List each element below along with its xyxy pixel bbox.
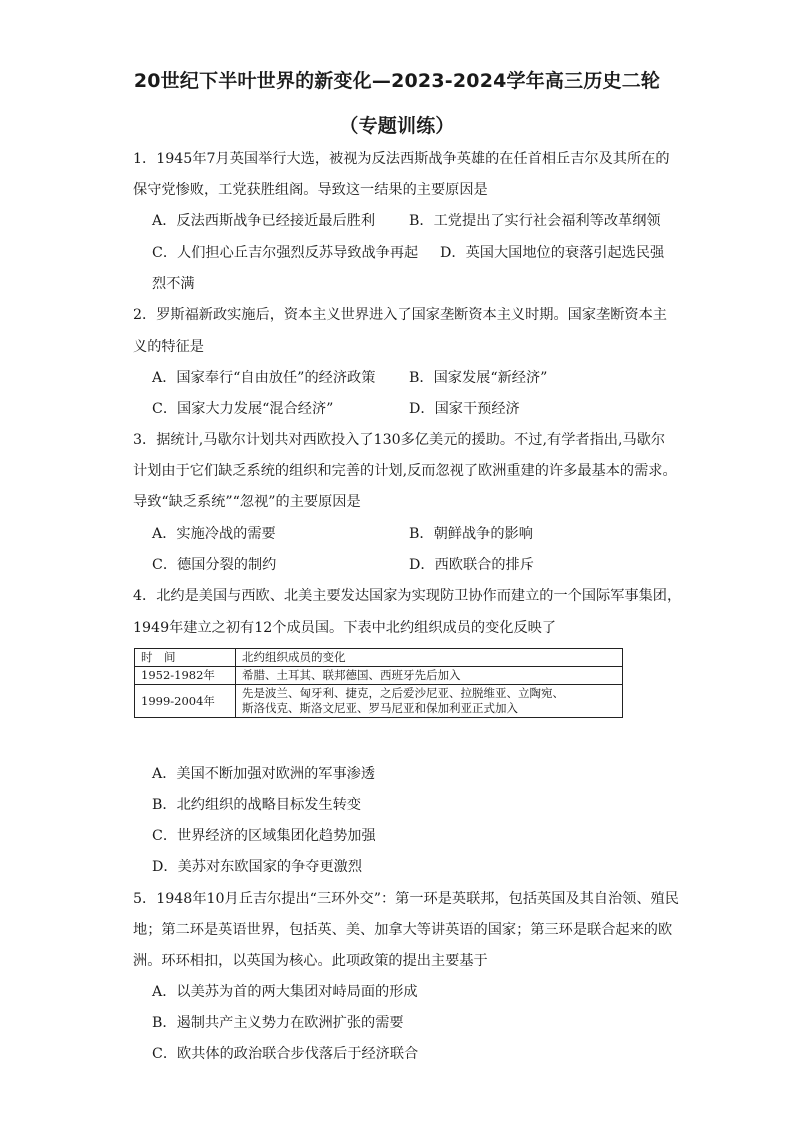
q3-stem-line2: 计划由于它们缺乏系统的组织和完善的计划,反而忽视了欧洲重建的许多最基本的需求。	[133, 463, 677, 479]
q4-option-b: B．北约组织的战略目标发生转变	[152, 797, 362, 813]
table-cell-change-line1: 先是波兰、匈牙利、捷克，之后爱沙尼亚、拉脱维亚、立陶宛、	[242, 686, 564, 700]
q3-option-a: A．实施冷战的需要	[152, 526, 276, 542]
q4-option-d: D．美苏对东欧国家的争夺更激烈	[152, 859, 363, 875]
table-row	[135, 685, 623, 718]
q2-stem-line1: 2．罗斯福新政实施后，资本主义世界进入了国家垄断资本主义时期。国家垄断资本主	[133, 307, 667, 323]
table-cell-period: 1952-1982年	[135, 667, 236, 685]
q3-stem-line1: 3．据统计,马歇尔计划共对西欧投入了130多亿美元的援助。不过,有学者指出,马歇尔	[133, 432, 666, 448]
q5-option-b: B．遏制共产主义势力在欧洲扩张的需要	[152, 1015, 404, 1031]
document-subtitle: （专题训练）	[339, 115, 455, 137]
table-header-change: 北约组织成员的变化	[236, 649, 623, 667]
q1-stem-line1: 1．1945年7月英国举行大选，被视为反法西斯战争英雄的在任首相丘吉尔及其所在的	[133, 151, 670, 167]
q5-stem-line3: 洲。环环相扣，以英国为核心。此项政策的提出主要基于	[133, 953, 488, 969]
table-row	[135, 667, 623, 685]
table-cell-change	[236, 667, 623, 685]
q2-option-b: B．国家发展“新经济”	[409, 370, 548, 386]
q1-option-d: D．英国大国地位的衰落引起选民强	[440, 245, 665, 261]
q2-stem-line2: 义的特征是	[133, 339, 204, 355]
q3-option-b: B．朝鲜战争的影响	[409, 526, 533, 542]
q4-option-a: A．美国不断加强对欧洲的军事渗透	[152, 766, 376, 782]
q1-option-b: B．工党提出了实行社会福利等改革纲领	[409, 213, 661, 229]
q1-option-d-continued: 烈不满	[152, 276, 195, 292]
q5-stem-line1: 5．1948年10月丘吉尔提出“三环外交”：第一环是英联邦，包括英国及其自治领、殖民	[133, 891, 679, 907]
q4-option-c: C．世界经济的区域集团化趋势加强	[152, 828, 376, 844]
table-cell-change	[236, 685, 623, 718]
q3-stem-line3: 导致“缺乏系统”“忽视”的主要原因是	[133, 494, 361, 510]
table-header-row	[135, 649, 623, 667]
q2-option-d: D．国家干预经济	[409, 401, 520, 417]
q4-stem-line1: 4．北约是美国与西欧、北美主要发达国家为实现防卫协作而建立的一个国际军事集团，	[133, 588, 682, 604]
q2-option-a: A．国家奉行“自由放任”的经济政策	[152, 370, 376, 386]
q2-option-c: C．国家大力发展“混合经济”	[152, 401, 334, 417]
table-cell-change-text: 希腊、土耳其、联邦德国、西班牙先后加入	[242, 668, 461, 682]
q4-stem-line2: 1949年建立之初有12个成员国。下表中北约组织成员的变化反映了	[133, 620, 557, 636]
q1-option-a: A．反法西斯战争已经接近最后胜利	[152, 213, 376, 229]
q3-option-d: D．西欧联合的排斥	[409, 557, 534, 573]
q5-option-a: A．以美苏为首的两大集团对峙局面的形成	[152, 984, 418, 1000]
table-header-period: 时 间	[135, 649, 236, 667]
document-title: 20世纪下半叶世界的新变化—2023-2024学年高三历史二轮	[133, 70, 661, 92]
q3-option-c: C．德国分裂的制约	[152, 557, 277, 573]
table-cell-period: 1999-2004年	[135, 685, 236, 718]
q1-stem-line2: 保守党惨败，工党获胜组阁。导致这一结果的主要原因是	[133, 182, 488, 198]
table-cell-change-line2: 斯洛伐克、斯洛文尼亚、罗马尼亚和保加利亚正式加入	[242, 701, 518, 715]
q1-option-c: C．人们担心丘吉尔强烈反苏导致战争再起	[152, 245, 419, 261]
q5-stem-line2: 地；第二环是英语世界，包括英、美、加拿大等讲英语的国家；第三环是联合起来的欧	[133, 922, 673, 938]
nato-members-table	[134, 648, 623, 718]
q5-option-c: C．欧共体的政治联合步伐落后于经济联合	[152, 1046, 419, 1062]
